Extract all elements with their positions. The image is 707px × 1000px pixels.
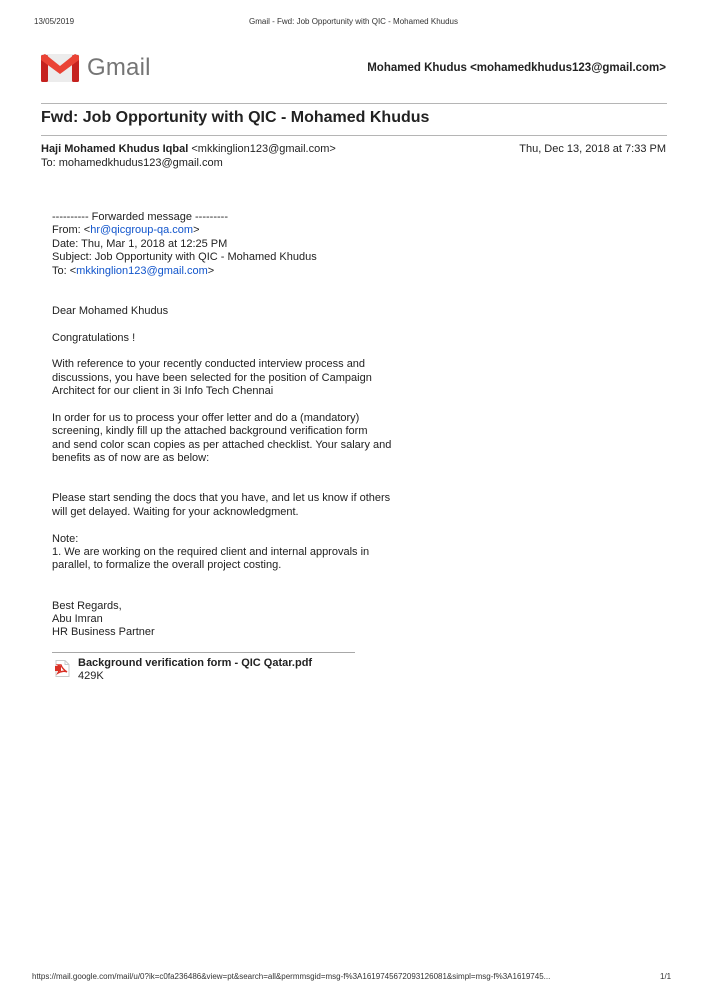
signature-line: Abu Imran — [52, 613, 103, 626]
attachment-divider — [52, 652, 355, 653]
sender-email: <mkkinglion123@gmail.com> — [191, 143, 336, 155]
print-page-number: 1/1 — [660, 972, 672, 981]
print-date: 13/05/2019 — [34, 17, 75, 26]
sent-date: Thu, Dec 13, 2018 at 7:33 PM — [519, 143, 666, 155]
gmail-wordmark: Gmail — [87, 54, 151, 81]
from-close: > — [193, 224, 200, 237]
to-label: To: < — [52, 264, 77, 277]
gmail-m-icon — [41, 54, 79, 82]
forwarded-separator: ---------- Forwarded message --------- — [52, 211, 228, 223]
note-label: Note: — [52, 532, 79, 545]
from-label: From: < — [52, 224, 91, 237]
paragraph-line: benefits as of now are as below: — [52, 452, 210, 465]
congratulations: Congratulations ! — [52, 331, 136, 344]
forwarded-from — [52, 224, 422, 237]
paragraph-line: In order for us to process your offer letter and do a (mandatory) — [52, 412, 360, 425]
paragraph-line: With reference to your recently conducted interview process and — [52, 358, 366, 371]
forwarded-subject: Subject: Job Opportunity with QIC - Mohamed Khudus — [52, 251, 317, 264]
paragraph-line: will get delayed. Waiting for your acknowledgment. — [52, 505, 299, 518]
sender-name: Haji Mohamed Khudus Iqbal — [41, 143, 189, 155]
attachment-name[interactable]: Background verification form - QIC Qatar.pdf — [78, 657, 313, 669]
paragraph-line: Architect for our client in 3i Info Tech Chennai — [52, 385, 274, 398]
subject-divider — [41, 135, 667, 136]
attachment-size: 429K — [78, 670, 104, 682]
greeting: Dear Mohamed Khudus — [52, 304, 169, 317]
pdf-icon — [55, 660, 70, 683]
email-subject: Fwd: Job Opportunity with QIC - Mohamed Khudus — [41, 109, 430, 126]
forwarded-date: Date: Thu, Mar 1, 2018 at 12:25 PM — [52, 237, 228, 250]
print-url: https://mail.google.com/mail/u/0?ik=c0fa236486&view=pt&search=all&permmsgid=msg-f%3A1619745672093126081&simpl=msg-f%3A1619745... — [32, 972, 551, 981]
paragraph-line: discussions, you have been selected for the position of Campaign — [52, 371, 372, 384]
to-email-link[interactable]: mkkinglion123@gmail.com — [76, 264, 208, 277]
account-identity: Mohamed Khudus <mohamedkhudus123@gmail.com> — [367, 62, 666, 74]
header-divider — [41, 103, 667, 104]
print-title: Gmail - Fwd: Job Opportunity with QIC - Mohamed Khudus — [249, 17, 458, 26]
forwarded-to — [52, 265, 422, 278]
to-close: > — [207, 264, 215, 277]
paragraph-line: screening, kindly fill up the attached background verification form — [52, 425, 368, 438]
note-line: 1. We are working on the required client and internal approvals in — [52, 546, 370, 559]
sender-line — [41, 143, 336, 155]
attachment[interactable] — [55, 657, 312, 683]
gmail-logo — [41, 54, 151, 82]
signature-line: Best Regards, — [52, 599, 122, 612]
paragraph-line: and send color scan copies as per attached checklist. Your salary and — [52, 438, 392, 451]
recipient-line: To: mohamedkhudus123@gmail.com — [41, 157, 223, 169]
from-email-link[interactable]: hr@qicgroup-qa.com — [90, 224, 194, 237]
signature-line: HR Business Partner — [52, 626, 155, 639]
paragraph-line: Please start sending the docs that you have, and let us know if others — [52, 492, 391, 505]
email-body — [52, 211, 422, 640]
note-line: parallel, to formalize the overall project costing. — [52, 559, 282, 572]
